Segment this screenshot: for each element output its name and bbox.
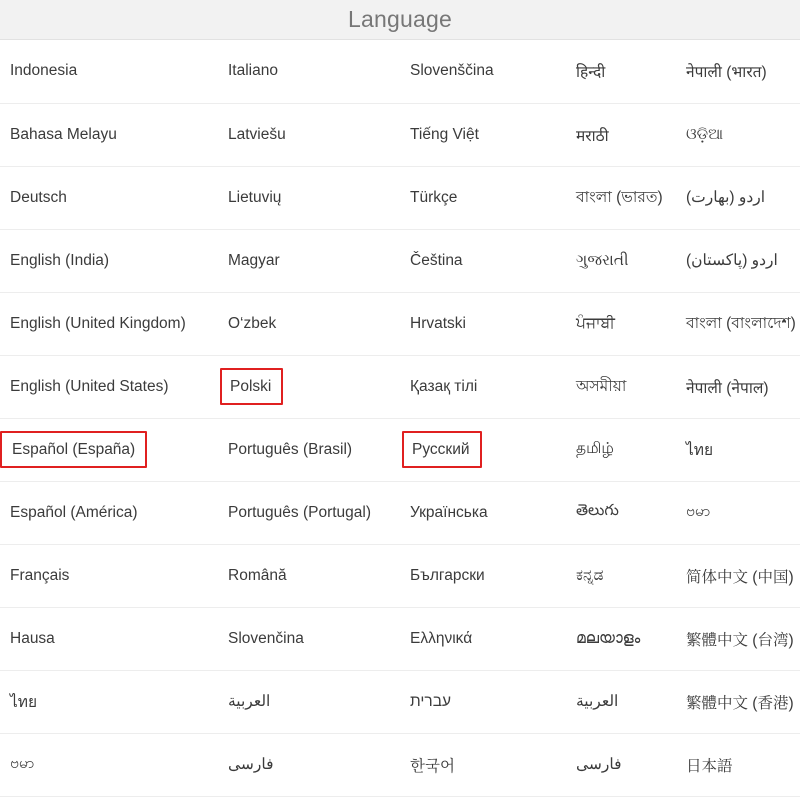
table-row bbox=[0, 544, 800, 607]
language-option[interactable] bbox=[218, 607, 400, 670]
language-option-label: Magyar bbox=[228, 251, 280, 269]
language-option-label: Українська bbox=[410, 503, 488, 521]
language-option[interactable] bbox=[676, 229, 800, 292]
language-option-label: Italiano bbox=[228, 62, 278, 80]
language-option[interactable] bbox=[676, 166, 800, 229]
language-option-label: Tiếng Việt bbox=[410, 125, 479, 143]
language-option-label: Slovenščina bbox=[410, 62, 494, 80]
language-option[interactable] bbox=[676, 607, 800, 670]
language-option[interactable] bbox=[400, 607, 566, 670]
language-option-label: Português (Brasil) bbox=[228, 440, 353, 458]
language-option[interactable] bbox=[566, 166, 676, 229]
language-option-label: Български bbox=[410, 566, 485, 584]
language-option[interactable] bbox=[566, 229, 676, 292]
language-option-label: فارسی bbox=[228, 756, 274, 773]
language-option[interactable] bbox=[218, 103, 400, 166]
language-option[interactable] bbox=[566, 292, 676, 355]
language-option-label: ဗမာ bbox=[10, 755, 35, 772]
language-option[interactable] bbox=[566, 733, 676, 796]
language-option-label: اردو (بھارت) bbox=[686, 189, 766, 206]
language-option[interactable] bbox=[218, 481, 400, 544]
language-option[interactable] bbox=[218, 544, 400, 607]
table-row bbox=[0, 733, 800, 796]
language-option-label: 한국어 bbox=[410, 757, 455, 775]
language-option-label: فارسی bbox=[576, 756, 622, 773]
language-option[interactable] bbox=[566, 355, 676, 418]
language-option[interactable] bbox=[0, 40, 218, 103]
language-option[interactable] bbox=[400, 355, 566, 418]
table-row bbox=[0, 166, 800, 229]
language-option-label: हिन्दी bbox=[576, 64, 606, 82]
language-option-label: Ελληνικά bbox=[410, 629, 473, 647]
table-row bbox=[0, 670, 800, 733]
language-option-label: অসমীয়া bbox=[576, 377, 627, 395]
language-option-label: नेपाली (नेपाल) bbox=[686, 379, 769, 397]
language-option[interactable] bbox=[0, 103, 218, 166]
language-option[interactable] bbox=[566, 544, 676, 607]
language-option[interactable] bbox=[400, 418, 566, 481]
language-option[interactable] bbox=[400, 733, 566, 796]
language-option[interactable] bbox=[676, 544, 800, 607]
table-row bbox=[0, 40, 800, 103]
language-option[interactable] bbox=[400, 481, 566, 544]
language-option-label: 繁體中文 (香港) bbox=[686, 694, 794, 712]
language-option[interactable] bbox=[400, 229, 566, 292]
language-option[interactable] bbox=[566, 670, 676, 733]
language-option-label: Latviešu bbox=[228, 125, 286, 143]
language-option-label: ไทย bbox=[10, 694, 38, 711]
language-option-label: اردو (پاکستان) bbox=[686, 252, 778, 269]
language-option-label: Hausa bbox=[10, 629, 55, 647]
language-option[interactable] bbox=[676, 733, 800, 796]
language-option-label: ગુજરાતી bbox=[576, 251, 629, 269]
language-option-label: Español (España) bbox=[0, 431, 147, 468]
language-option-label: Čeština bbox=[410, 251, 463, 269]
language-option[interactable] bbox=[676, 292, 800, 355]
page-title: Language bbox=[348, 6, 452, 32]
language-option-label: తెలుగు bbox=[576, 502, 619, 519]
language-option-label: Indonesia bbox=[10, 62, 78, 80]
language-option-label: עברית bbox=[410, 692, 451, 710]
language-option[interactable] bbox=[0, 418, 218, 481]
language-option[interactable] bbox=[0, 670, 218, 733]
language-option[interactable] bbox=[0, 733, 218, 796]
language-table-body bbox=[0, 40, 800, 796]
language-option-label: नेपाली (भारत) bbox=[686, 64, 767, 82]
language-option[interactable] bbox=[400, 544, 566, 607]
language-option-label: മലയാളം bbox=[576, 629, 641, 647]
title-bar bbox=[0, 0, 800, 40]
language-option[interactable] bbox=[218, 166, 400, 229]
language-option-label: العربية bbox=[576, 693, 619, 710]
language-option[interactable] bbox=[676, 40, 800, 103]
table-row bbox=[0, 418, 800, 481]
language-option-label: Português (Portugal) bbox=[228, 503, 372, 521]
language-option[interactable] bbox=[0, 355, 218, 418]
language-option-label: मराठी bbox=[576, 127, 609, 145]
language-option[interactable] bbox=[566, 103, 676, 166]
language-option[interactable] bbox=[400, 292, 566, 355]
language-option-label: 日本語 bbox=[686, 757, 733, 775]
table-row bbox=[0, 481, 800, 544]
language-option-label: Slovenčina bbox=[228, 629, 304, 647]
language-option[interactable] bbox=[218, 670, 400, 733]
language-option-label: 繁體中文 (台湾) bbox=[686, 631, 794, 649]
language-option-label: ဗမာ bbox=[686, 503, 711, 520]
language-option[interactable] bbox=[676, 670, 800, 733]
language-option[interactable] bbox=[676, 481, 800, 544]
language-option[interactable] bbox=[0, 292, 218, 355]
language-option[interactable] bbox=[0, 229, 218, 292]
language-option-label: বাংলা (ভারত) bbox=[576, 188, 663, 206]
language-option-label: Bahasa Melayu bbox=[10, 125, 117, 143]
language-option[interactable] bbox=[218, 292, 400, 355]
language-option[interactable] bbox=[0, 544, 218, 607]
language-option-label: தமிழ் bbox=[576, 440, 614, 457]
language-option[interactable] bbox=[0, 607, 218, 670]
language-table bbox=[0, 40, 800, 797]
language-option[interactable] bbox=[400, 103, 566, 166]
language-option-label: Türkçe bbox=[410, 188, 458, 206]
language-option-label: O‘zbek bbox=[228, 314, 277, 332]
table-row bbox=[0, 355, 800, 418]
language-option[interactable] bbox=[676, 418, 800, 481]
language-option[interactable] bbox=[218, 40, 400, 103]
language-option[interactable] bbox=[0, 481, 218, 544]
table-row bbox=[0, 292, 800, 355]
table-row bbox=[0, 103, 800, 166]
language-option[interactable] bbox=[566, 607, 676, 670]
language-option[interactable] bbox=[676, 355, 800, 418]
language-option-label: Français bbox=[10, 566, 70, 584]
language-option-label: ไทย bbox=[686, 442, 714, 459]
language-option-label: Қазақ тілі bbox=[410, 377, 478, 395]
language-option[interactable] bbox=[566, 481, 676, 544]
language-option-label: English (United States) bbox=[10, 377, 169, 395]
language-option-label: বাংলা (বাংলাদেশ) bbox=[686, 314, 796, 332]
language-option-label: Română bbox=[228, 566, 287, 584]
table-row bbox=[0, 607, 800, 670]
language-option-label: Español (América) bbox=[10, 503, 138, 521]
language-option[interactable] bbox=[218, 229, 400, 292]
language-option-label: ಕನ್ನಡ bbox=[576, 566, 604, 584]
language-option[interactable] bbox=[400, 40, 566, 103]
language-option-label: English (United Kingdom) bbox=[10, 314, 186, 332]
language-option-label: Русский bbox=[402, 431, 482, 468]
language-option[interactable] bbox=[218, 355, 400, 418]
language-option-label: English (India) bbox=[10, 251, 110, 269]
language-option-label: 简体中文 (中国) bbox=[686, 568, 794, 586]
language-option[interactable] bbox=[0, 166, 218, 229]
language-option[interactable] bbox=[218, 418, 400, 481]
language-option[interactable] bbox=[400, 670, 566, 733]
language-option[interactable] bbox=[400, 166, 566, 229]
language-option-label: Deutsch bbox=[10, 188, 67, 206]
language-option-label: Polski bbox=[220, 368, 283, 405]
language-option-label: Lietuvių bbox=[228, 188, 282, 206]
language-option[interactable] bbox=[566, 40, 676, 103]
table-row bbox=[0, 229, 800, 292]
language-option[interactable] bbox=[218, 733, 400, 796]
language-option-label: ਪੰਜਾਬੀ bbox=[576, 314, 615, 332]
language-option-label: ଓଡ଼ିଆ bbox=[686, 125, 724, 143]
language-option-label: Hrvatski bbox=[410, 314, 466, 332]
language-option[interactable] bbox=[566, 418, 676, 481]
language-option[interactable] bbox=[676, 103, 800, 166]
language-option-label: العربية bbox=[228, 693, 271, 710]
